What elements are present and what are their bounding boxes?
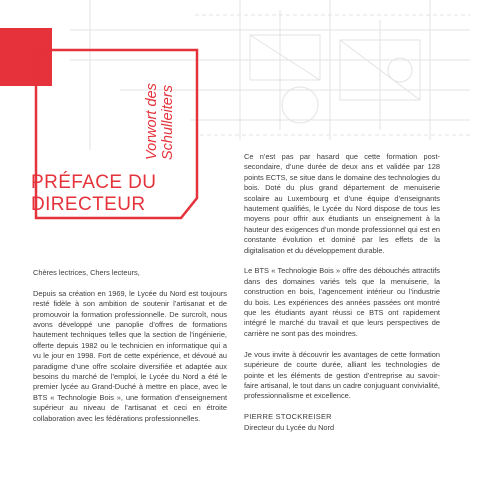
- right-paragraph-1: Ce n’est pas par hasard que cette formation post-secondaire, d’une durée de deux ans et validée par 128 points ECTS, se situe dans le domaine des technologies du bois. Doté du plus grand département de menuiserie scolaire au Luxembourg et d’une équipe d’enseignants hautement qualifiés, le Lycée du Nord dispose de tous les moyens pour offrir aux étudiants un enseignement à la hauteur des exigences d’un monde professionnel qui est en constante évolution et dominé par les effets de la digitalisation et du développement durable.: [244, 152, 440, 255]
- greeting: Chères lectrices, Chers lecteurs,: [33, 268, 140, 277]
- left-column: [33, 268, 227, 434]
- vertical-title-line1: Vorwort des: [144, 83, 160, 160]
- signature: [244, 412, 440, 433]
- vertical-title-line2: Schulleiters: [160, 85, 176, 160]
- page-title-line1: PRÉFACE DU: [31, 172, 157, 193]
- red-accent-block: [0, 28, 52, 86]
- right-column: [244, 152, 440, 433]
- signature-name: PIERRE STOCKREISER: [244, 412, 332, 422]
- page-title: [31, 172, 156, 216]
- page-title-line2: DIRECTEUR: [31, 194, 146, 215]
- left-paragraph: Depuis sa création en 1969, le Lycée du Nord est toujours resté fidèle à son ambition de soutenir l’artisanat et de promouvoir la formation professionnelle. De surcroît, nous avons développé une panoplie d’offres de formations hautement techniques telles que la section de l’ingénierie, offerte depuis 1982 ou le technicien en informatique qui a vu le jour en 1998. Fort de cette expérience, et dévoué au paradigme d’une offre scolaire diversifiée et adaptée aux besoins du marché de l’emploi, le Lycée du Nord a été le premier lycée au Grand-Duché à mettre en place, avec le BTS « Technologie Bois », une formation d’enseignement supérieur au niveau de l’artisanat et ceci en étroite collaboration avec les fédérations professionnelles.: [33, 288, 227, 423]
- vertical-title: [144, 70, 176, 160]
- signature-role: Directeur du Lycée du Nord: [244, 422, 335, 432]
- right-paragraph-2: Le BTS « Technologie Bois » offre des débouchés attractifs dans des domaines variés tels que la menuiserie, la construction en bois, l’agencement intérieur ou l’industrie du bois. Les expériences des années passées ont montré que les étudiants ayant réussi ce BTS ont rapidement intégré le marché du travail et que leurs perspectives de carrière ne sont pas des moindres.: [244, 266, 440, 338]
- right-paragraph-3: Je vous invite à découvrir les avantages de cette formation supérieure de courte durée, alliant les technologies de pointe et les éléments de gestion d’entreprise au savoir-faire artisanal, le tout dans un cadre conjuguant convivialité, professionnalisme et excellence.: [244, 349, 440, 401]
